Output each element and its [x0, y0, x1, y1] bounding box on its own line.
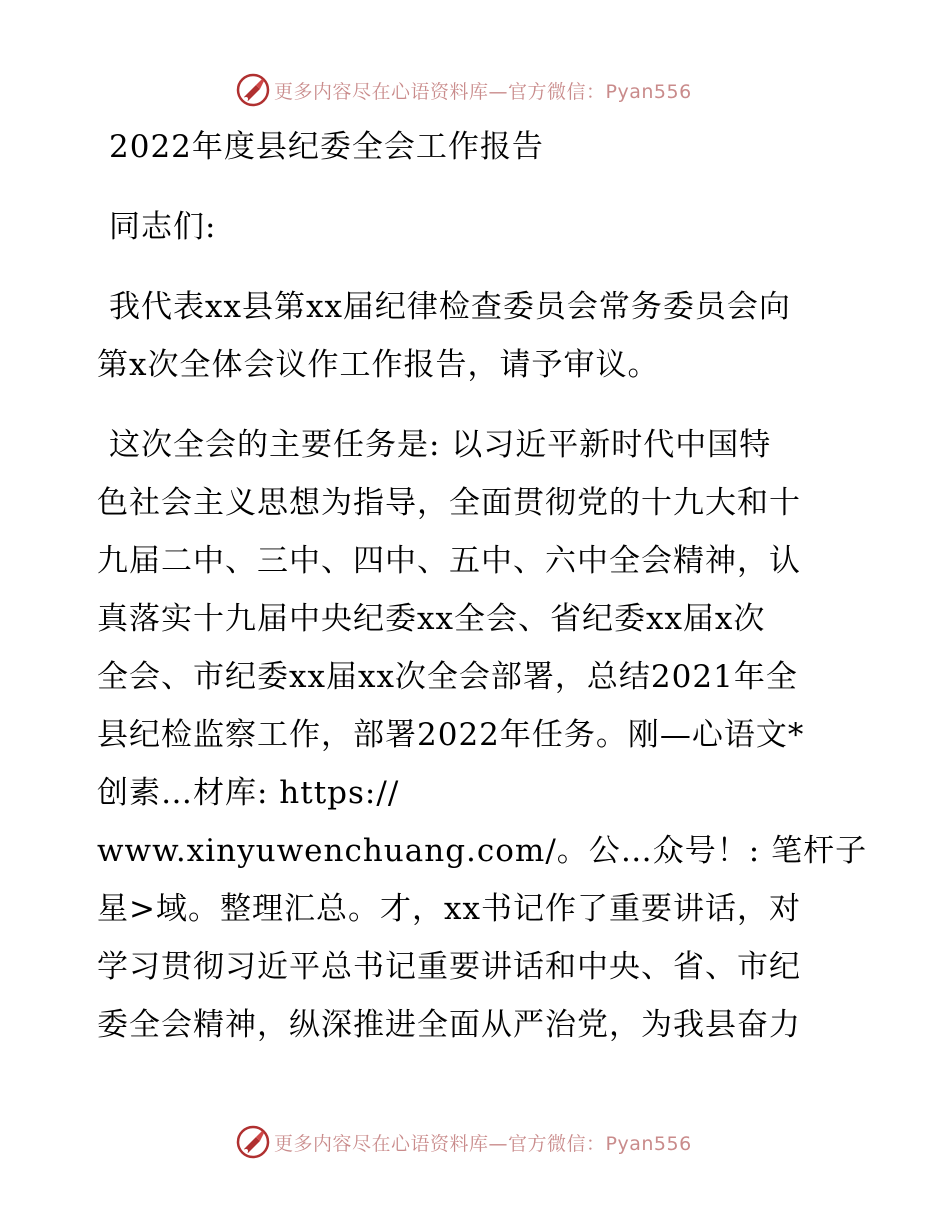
- pen-logo-icon: [236, 73, 270, 107]
- paragraph-line: www.xinyuwenchuang.com/。公…众号！: 笔杆子: [97, 833, 868, 869]
- paragraph-line: 县纪检监察工作，部署2022年任务。刚—心语文*: [97, 717, 805, 753]
- paragraph-line: 真落实十九届中央纪委xx全会、省纪委xx届x次: [97, 601, 766, 637]
- paragraph-line: 学习贯彻习近平总书记重要讲话和中央、省、市纪: [97, 949, 801, 985]
- greeting: 同志们:: [109, 209, 217, 245]
- paragraph-line: 全会、市纪委xx届xx次全会部署，总结2021年全: [97, 659, 798, 695]
- document-body: [97, 118, 868, 1054]
- paragraph-1: [97, 278, 857, 394]
- paragraph-line: 委全会精神，纵深推进全面从严治党，为我县奋力: [97, 1007, 801, 1043]
- footer-watermark: [236, 1124, 692, 1160]
- paragraph-line: 星>域。整理汇总。才，xx书记作了重要讲话，对: [97, 891, 801, 927]
- document-title: 2022年度县纪委全会工作报告: [109, 129, 544, 165]
- watermark-text: 更多内容尽在心语资料库—官方微信：Pyan556: [274, 80, 692, 103]
- pen-logo-icon: [236, 1125, 270, 1159]
- paragraph-2: [97, 416, 868, 1054]
- paragraph-line: 我代表xx县第xx届纪律检查委员会常务委员会向: [109, 289, 791, 325]
- paragraph-line: 第x次全体会议作工作报告，请予审议。: [97, 347, 660, 383]
- watermark-text: 更多内容尽在心语资料库—官方微信：Pyan556: [274, 1132, 692, 1155]
- paragraph-line: 这次全会的主要任务是: 以习近平新时代中国特: [109, 427, 772, 463]
- paragraph-line: 创素…材库: https://: [97, 775, 400, 811]
- paragraph-line: 色社会主义思想为指导，全面贯彻党的十九大和十: [97, 485, 801, 521]
- header-watermark: [236, 72, 692, 108]
- paragraph-line: 九届二中、三中、四中、五中、六中全会精神，认: [97, 543, 801, 579]
